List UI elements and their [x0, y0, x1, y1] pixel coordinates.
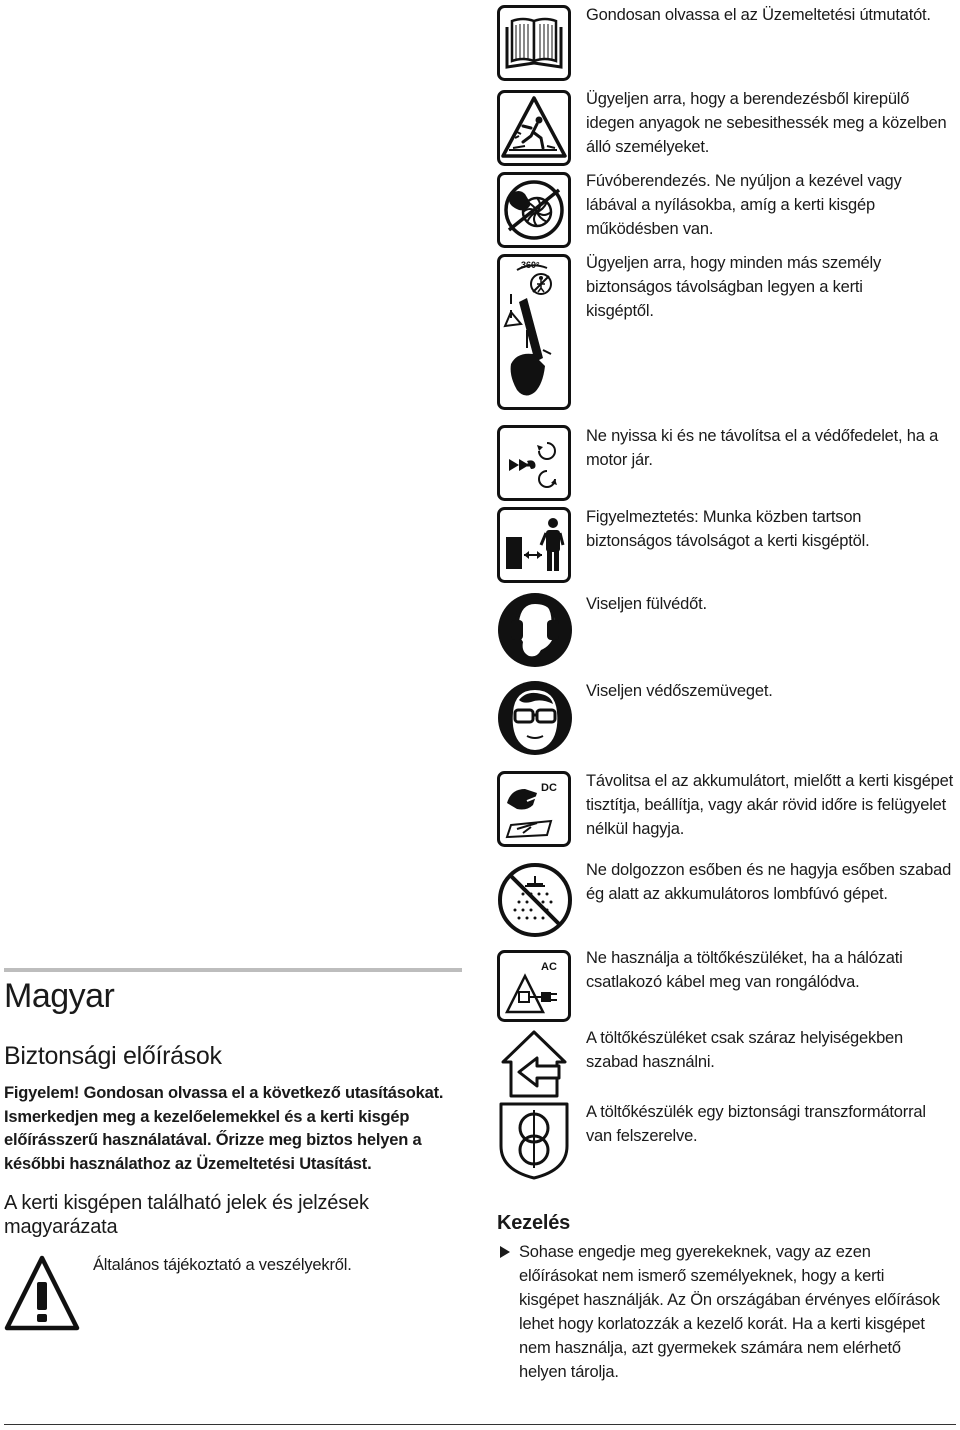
symbol-text-read-manual: Gondosan olvassa el az Üzemeltetési útmutatót. [586, 6, 931, 24]
operation-paragraph [519, 1240, 959, 1384]
general-hazard-icon [4, 1254, 80, 1334]
symbol-text-blower-fan: Fúvóberendezés. Ne nyúljon a kezével vagy lábával a nyílásokba, amíg a kerti kisgép működésben van. [586, 172, 902, 238]
warning-line: előírásszerű használatával. Őrizze meg biztos helyen a [4, 1131, 422, 1149]
symbol-text-remove-battery: Távolitsa el az akkumulátort, mielőtt a kerti kisgépet tisztítja, beállítja, vagy akár rövid időre is felügyelet nélkül hagyja. [586, 772, 954, 838]
flying-debris-warning-icon [497, 90, 571, 166]
symbol-text-damaged-cable: Ne használja a töltőkészüléket, ha a hálózati csatlakozó kábel meg van rongálódva. [586, 949, 903, 991]
symbol-text-flying-debris: Ügyeljen arra, hogy a berendezésből kirepülő idegen anyagok ne sebesithessék meg a közelben álló személyeket. [586, 90, 947, 156]
symbol-text-protective-cover: Ne nyissa ki és ne távolítsa el a védőfedelet, ha a motor jár. [586, 427, 939, 469]
indoor-house-icon [497, 1026, 571, 1100]
eye-protection-icon [497, 680, 573, 756]
charger-cable-icon [497, 950, 571, 1022]
symbols-heading-line: A kerti kisgépen található jelek és jelzések [4, 1192, 369, 1214]
ear-protection-icon [497, 592, 573, 668]
symbols-heading-line: magyarázata [4, 1216, 118, 1238]
symbol-text-safety-transformer: A töltőkészülék egy biztonsági transzformátorral van felszerelve. [586, 1103, 926, 1145]
section-heading-safety: Biztonsági előírások [4, 1042, 222, 1070]
symbol-text-no-rain: Ne dolgozzon esőben és ne hagyja esőben szabad ég alatt az akkumulátoros lombfúvó gépet. [586, 861, 952, 903]
symbol-text-eye-protection: Viseljen védőszemüveget. [586, 682, 773, 700]
general-hazard-text: Általános tájékoztató a veszélyekről. [93, 1256, 352, 1274]
symbol-text-keep-distance: Figyelmeztetés: Munka közben tartson biztonságos távolságot a kerti kisgéptöl. [586, 508, 870, 550]
section-rule [4, 968, 462, 972]
operation-line: nem használja, azt gyermekek számára nem elérhető [519, 1339, 901, 1357]
language-title: Magyar [4, 977, 115, 1015]
book-icon [497, 5, 571, 81]
symbol-text-dry-rooms: A töltőkészüléket csak száraz helyiségekben szabad használni. [586, 1029, 903, 1071]
warning-line: Figyelem! Gondosan olvassa el a következő utasításokat. [4, 1084, 444, 1102]
label-dc: DC [541, 782, 557, 794]
operation-line: lehet hogy korlatozzák a kezelő korát. Ha a kerti kisgépet [519, 1315, 925, 1333]
symbols-heading [4, 1191, 464, 1239]
blower-fan-hand-icon [497, 172, 571, 248]
label-ac: AC [541, 961, 557, 973]
no-rain-icon [497, 862, 573, 938]
operator-distance-icon [497, 507, 571, 583]
safe-distance-360-icon [497, 254, 571, 410]
bullet-arrow-icon [500, 1246, 510, 1258]
symbol-text-safe-distance: Ügyeljen arra, hogy minden más személy biztonságos távolságban legyen a kerti kisgéptől. [586, 254, 882, 320]
safety-transformer-icon [497, 1100, 571, 1180]
symbol-text-ear-protection: Viseljen fülvédőt. [586, 595, 707, 613]
operation-line: előírásokat nem ismerő személyeknek, hogy a kerti [519, 1267, 885, 1285]
warning-paragraph [4, 1082, 464, 1176]
cover-rotating-icon [497, 425, 571, 501]
operation-line: helyen tárolja. [519, 1363, 619, 1381]
operation-line: kisgépet használják. Az Ön országában érvényes előírások [519, 1291, 940, 1309]
operation-line: Sohase engedje meg gyerekeknek, vagy az ezen [519, 1243, 871, 1261]
page-bottom-rule [4, 1424, 956, 1425]
remove-battery-icon [497, 771, 571, 847]
label-360: 360° [521, 260, 540, 270]
warning-line: Ismerkedjen meg a kezelőelemekkel és a kerti kisgép [4, 1107, 410, 1126]
warning-line: későbbi használathoz az Üzemeltetési Utasítást. [4, 1154, 372, 1173]
section-heading-operation: Kezelés [497, 1212, 571, 1234]
